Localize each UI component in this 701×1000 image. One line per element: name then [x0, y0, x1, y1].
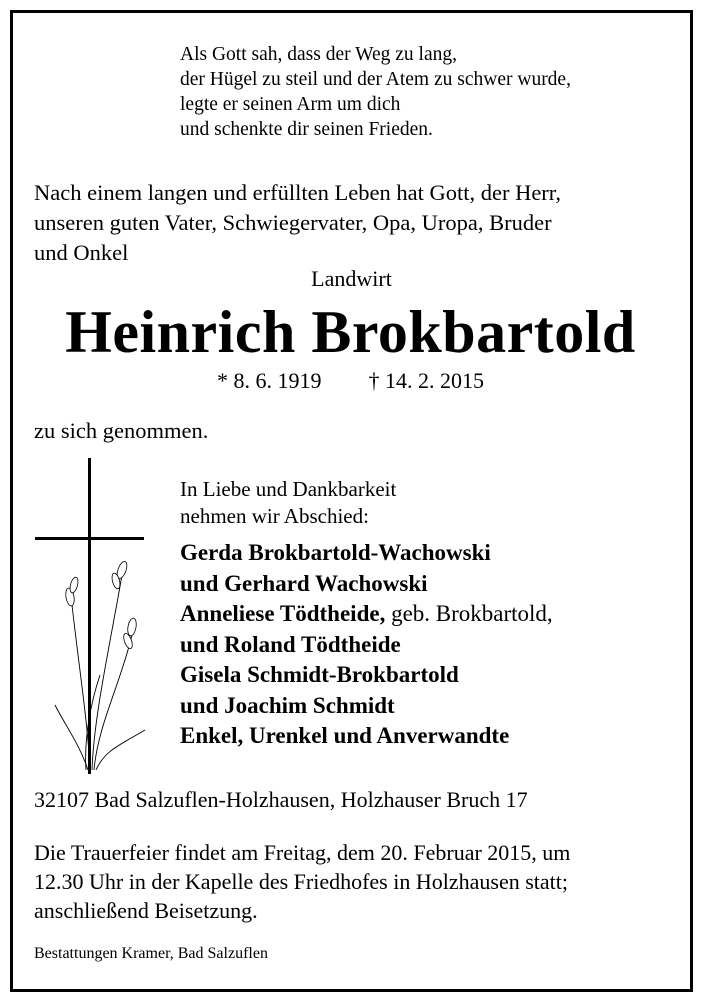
deceased-name: Heinrich Brokbartold [65, 299, 636, 365]
family-name: Enkel, Urenkel und Anverwandte [180, 723, 510, 748]
poem [180, 42, 571, 142]
family-line [180, 691, 553, 722]
birth-date: * 8. 6. 1919 [217, 368, 322, 393]
poem-line: legte er seinen Arm um dich [180, 94, 401, 115]
service-info [34, 838, 570, 925]
family-line [180, 569, 553, 600]
family-name: Gisela Schmidt-Brokbartold [180, 662, 459, 687]
intro-text [34, 178, 561, 268]
poem-line: und schenkte dir seinen Frieden. [180, 119, 433, 140]
family-name: und Joachim Schmidt [180, 692, 395, 718]
family-list [180, 538, 553, 752]
wheat-icon [50, 555, 150, 770]
family-suffix: geb. Brokbartold, [385, 601, 553, 626]
death-date: † 14. 2. 2015 [368, 368, 484, 393]
family-line [180, 660, 553, 691]
intro-line: unseren guten Vater, Schwiegervater, Opa, Uropa, Bruder [34, 210, 552, 235]
life-dates [0, 368, 701, 394]
family-line [180, 721, 553, 752]
family-name: und Roland Tödtheide [180, 631, 401, 657]
cross-icon-bar [35, 537, 144, 540]
intro-line: und Onkel [34, 240, 129, 265]
address: 32107 Bad Salzuflen-Holzhausen, Holzhauser Bruch 17 [34, 787, 528, 812]
farewell-text [180, 476, 396, 530]
family-name: Gerda Brokbartold-Wachowski [180, 540, 491, 565]
family-line [180, 630, 553, 661]
family-name: Anneliese Tödtheide, [180, 601, 386, 626]
farewell-line: nehmen wir Abschied: [180, 504, 369, 528]
family-line [180, 599, 553, 630]
service-line: Die Trauerfeier findet am Freitag, dem 20. Februar 2015, um [34, 840, 571, 865]
taken-text: zu sich genommen. [34, 418, 209, 443]
service-line: anschließend Beisetzung. [34, 898, 258, 923]
intro-line: Nach einem langen und erfüllten Leben hat Gott, der Herr, [34, 180, 562, 205]
occupation: Landwirt [311, 266, 392, 291]
family-name: und Gerhard Wachowski [180, 570, 428, 596]
undertaker: Bestattungen Kramer, Bad Salzuflen [34, 945, 268, 962]
poem-line: Als Gott sah, dass der Weg zu lang, [180, 44, 457, 65]
family-line [180, 538, 553, 569]
poem-line: der Hügel zu steil und der Atem zu schwer wurde, [180, 69, 571, 90]
service-line: 12.30 Uhr in der Kapelle des Friedhofes in Holzhausen statt; [34, 869, 568, 894]
farewell-line: In Liebe und Dankbarkeit [180, 477, 397, 501]
